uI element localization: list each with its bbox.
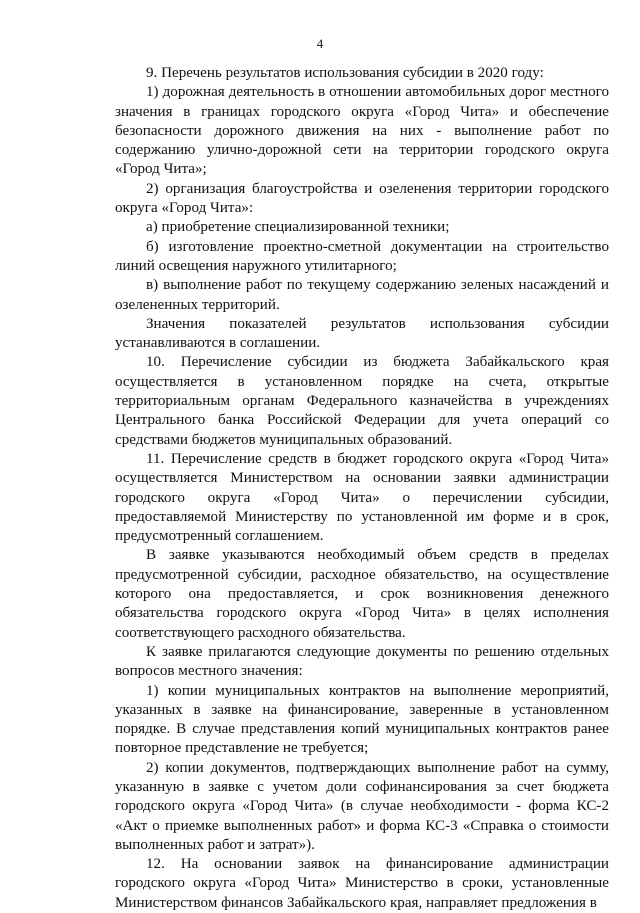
paragraph-10: 10. Перечисление субсидии из бюджета Забайкальского края осуществляется в установленном порядке на счета, открытые территориальным органам Федерального казначейства в учреждениях Центрального банка Российской Федерации для учета операций со средствами бюджетов муниципальных образований. <box>115 354 609 448</box>
paragraph-9-subitem-a: а) приобретение специализированной техники; <box>146 219 450 236</box>
paragraph-9-item-2: 2) организация благоустройства и озеленения территории городского округа «Город Чита»: <box>115 180 609 217</box>
paragraph-9-heading: 9. Перечень результатов использования субсидии в 2020 году: <box>146 65 544 81</box>
document-body <box>115 64 609 913</box>
paragraph-11-application-content: В заявке указываются необходимый объем средств в пределах предусмотренной субсидии, расходное обязательство, на осуществление которого она предоставляется, и срок возникновения денежного обязательства городского округа «Город Чита» в целях исполнения соответствующего расходного обязательства. <box>115 547 609 641</box>
paragraph-12: 12. На основании заявок на финансирование администрации городского округа «Город Чита» Министерство в сроки, установленные Министерством финансов Забайкальского края, направляет предложения в <box>115 856 609 911</box>
paragraph-9-indicators: Значения показателей результатов использования субсидии устанавливаются в соглашении. <box>115 315 609 352</box>
paragraph-9-subitem-c: в) выполнение работ по текущему содержанию зеленых насаждений и озелененных территорий. <box>115 277 609 313</box>
paragraph-11-attachment-2: 2) копии документов, подтверждающих выполнение работ на сумму, указанную в заявке с учетом доли софинансирования за счет бюджета городского округа «Город Чита» (в случае необходимости - форма КС-2 «Акт о приемке выполненных работ» и форма КС-3 «Справка о стоимости выполненных работ и затрат»). <box>115 759 609 853</box>
paragraph-9-item-1: 1) дорожная деятельность в отношении автомобильных дорог местного значения в границах городского округа «Город Чита» и обеспечение безопасности дорожного движения на них - выполнение работ по содержанию улично-дорожной сети на территории городского округа «Город Чита»; <box>115 84 609 178</box>
page-number: 4 <box>316 36 324 51</box>
paragraph-11-attachment-1: 1) копии муниципальных контрактов на выполнение мероприятий, указанных в заявке на финансирование, заверенные в установленном порядке. В случае представления копий муниципальных контрактов ранее повторное представление не требуется; <box>115 682 609 757</box>
paragraph-9-subitem-b: б) изготовление проектно-сметной документации на строительство линий освещения наружного утилитарного; <box>115 238 609 274</box>
paragraph-11: 11. Перечисление средств в бюджет городского округа «Город Чита» осуществляется Министерством на основании заявки администрации городского округа «Город Чита» о перечислении субсидии, предоставляемой Министерству по установленной им форме и в срок, предусмотренный соглашением. <box>115 450 609 545</box>
paragraph-11-attachments-intro: К заявке прилагаются следующие документы по решению отдельных вопросов местного значения: <box>115 643 609 680</box>
